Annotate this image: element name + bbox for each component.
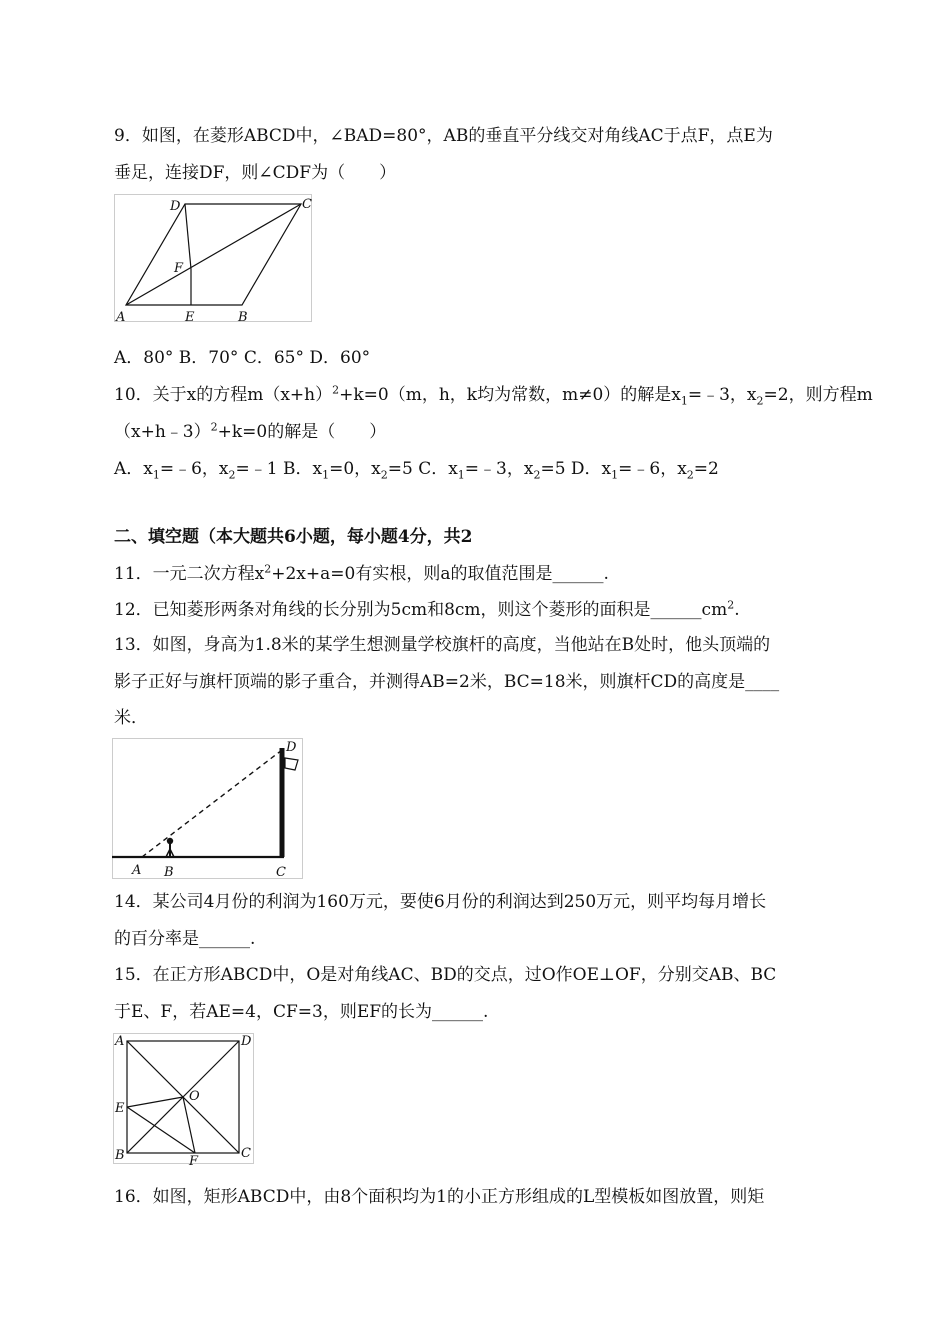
q13-line-2: 影子正好与旗杆顶端的影子重合，并测得AB=2米，BC=18米，则旗杆CD的高度是____ <box>114 672 780 692</box>
q15-label-c: C <box>241 1146 251 1161</box>
q9-line-2: 垂足，连接DF，则∠CDF为（ ） <box>114 163 397 183</box>
q15-label-o: O <box>189 1089 200 1104</box>
q15-label-b: B <box>115 1148 125 1163</box>
q9-label-e: E <box>185 310 195 324</box>
q13-flagpole-figure <box>112 738 304 880</box>
q9-figure-frame <box>115 195 312 322</box>
q12-text: 12．已知菱形两条对角线的长分别为5cm和8cm，则这个菱形的面积是$\_\_\_\_\_\_cm^2$. <box>114 598 740 620</box>
q10-line-1: 10．关于x的方程$m(x+h)^2+k=0(m$，h，k均为常数，m≠0）的解是$x_1=﹣3$，$x_2=2$，则方程m <box>114 383 873 408</box>
q15-line-2: 于E、F，若AE=4，CF=3，则EF的长为______. <box>114 1002 489 1022</box>
q15-square-figure <box>113 1033 255 1165</box>
q15-label-e: E <box>115 1101 125 1116</box>
q15-label-d: D <box>241 1034 252 1049</box>
q11-text: 11．一元二次方程$x^2+2x+a=0$有实根，则a的取值范围是______. <box>114 562 609 584</box>
section-2-heading: 二、填空题（本大题共6小题，每小题4分，共2 <box>114 527 473 547</box>
q9-label-d: D <box>170 199 181 214</box>
q9-label-f: F <box>174 261 184 276</box>
q9-label-c: C <box>302 197 312 212</box>
q13-label-d: D <box>286 740 297 755</box>
q15-segment-of <box>183 1097 195 1153</box>
q13-flag <box>285 758 298 770</box>
q13-line-1: 13．如图，身高为1.8米的某学生想测量学校旗杆的高度，当他站在B处时，他头顶端的 <box>114 635 771 655</box>
q10-line-2: （x+h﹣3）$^2$+k=0的解是（ ） <box>114 420 387 442</box>
q16-line-1: 16．如图，矩形ABCD中，由8个面积均为1的小正方形组成的L型模板如图放置，则矩 <box>114 1187 765 1207</box>
q9-segment-df <box>185 204 191 269</box>
q15-label-f: F <box>189 1154 199 1165</box>
q13-label-c: C <box>276 865 286 880</box>
q14-line-2: 的百分率是______. <box>114 929 256 949</box>
q9-rhombus-figure <box>114 194 314 324</box>
q9-label-a: A <box>116 310 126 324</box>
q13-line-3: 米． <box>114 708 148 728</box>
q9-options: A．80° B．70° C．65° D．60° <box>114 348 371 368</box>
q9-label-b: B <box>238 310 248 324</box>
q10-options: A．$x_1=﹣6$，$x_2=﹣1$ B．$x_1=0$，$x_2=5$ C．$x_1=﹣3$，$x_2=5$ D．$x_1=﹣6$，$x_2=2$ <box>114 459 719 482</box>
q9-line-1: 9．如图，在菱形ABCD中，∠BAD=80°，AB的垂直平分线交对角线AC于点F，点E为 <box>114 126 773 146</box>
q13-student-head <box>167 838 173 844</box>
q15-line-1: 15．在正方形ABCD中，O是对角线AC、BD的交点，过O作OE⊥OF，分别交AB、BC <box>114 965 777 985</box>
q13-shadow-line <box>142 750 282 857</box>
q13-label-a: A <box>132 863 142 878</box>
q13-label-b: B <box>164 865 174 880</box>
q15-label-a: A <box>115 1034 125 1049</box>
q15-segment-ef <box>127 1107 195 1153</box>
q14-line-1: 14．某公司4月份的利润为160万元，要使6月份的利润达到250万元，则平均每月增长 <box>114 892 767 912</box>
q9-diagonal-ac <box>126 204 301 305</box>
